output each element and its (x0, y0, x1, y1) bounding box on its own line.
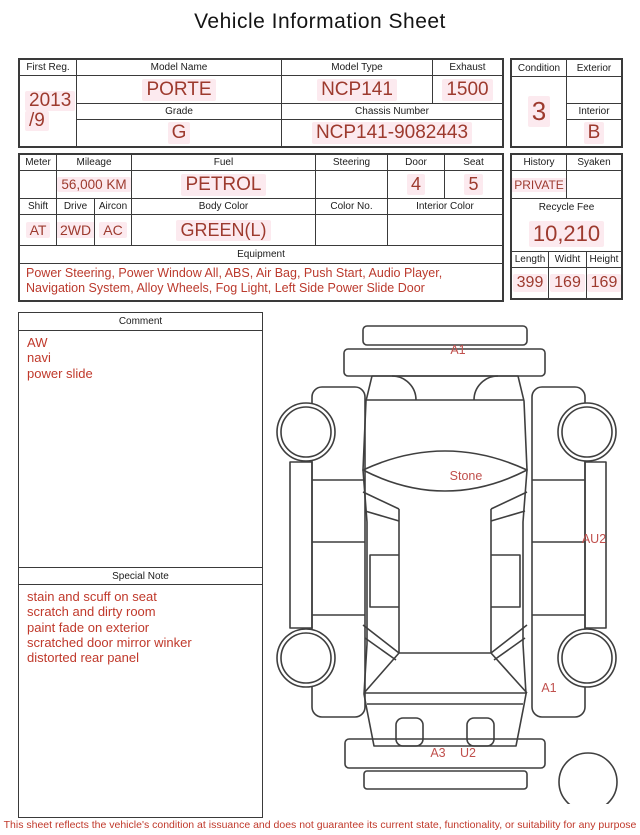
comment-header: Comment (19, 313, 262, 331)
drive-label: Drive (57, 199, 95, 215)
vehicle-spec-table (18, 153, 504, 302)
vehicle-identity-table (18, 58, 504, 148)
model-type-value: NCP141 (282, 76, 433, 104)
disclaimer-text: This sheet reflects the vehicle's condition at issuance and does not guarantee its current state, functionality, or suitability for any purpose (3, 819, 637, 831)
mileage-value: 56,000 KM (57, 171, 132, 199)
damage-label-front: A1 (450, 343, 466, 357)
width-value: 169 (549, 268, 587, 298)
history-fee-table (510, 153, 623, 300)
damage-label-rear-right: U2 (460, 746, 476, 760)
condition-value: 3 (512, 77, 567, 146)
left-sill-panel (290, 462, 312, 628)
comment-line: navi (27, 350, 51, 366)
special-note-line: scratch and dirty room (27, 604, 156, 620)
notes-panel (18, 312, 263, 818)
aircon-label: Aircon (95, 199, 132, 215)
exterior-value (567, 77, 621, 104)
meter-value (20, 171, 57, 199)
fuel-value: PETROL (132, 171, 316, 199)
mileage-label: Mileage (57, 155, 132, 171)
chassis-number-value: NCP141-9082443 (282, 120, 502, 146)
seat-label: Seat (445, 155, 502, 171)
first-reg-year: 2013 (25, 91, 75, 111)
steering-value (316, 171, 388, 199)
grade-label: Grade (77, 104, 282, 120)
body-color-label: Body Color (132, 199, 316, 215)
damage-label-rear-left: A3 (430, 746, 446, 760)
rear-bumper-lower-strip (364, 771, 527, 789)
special-note-line: distorted rear panel (27, 650, 140, 666)
interior-label: Interior (567, 104, 621, 120)
car-damage-diagram (270, 312, 640, 804)
condition-table (510, 58, 623, 148)
model-type-label: Model Type (282, 60, 433, 76)
syaken-label: Syaken (567, 155, 621, 171)
shift-label: Shift (20, 199, 57, 215)
front-right-wheel (558, 403, 616, 461)
door-value: 4 (388, 171, 445, 199)
model-name-label: Model Name (77, 60, 282, 76)
exterior-label: Exterior (567, 60, 621, 77)
exhaust-label: Exhaust (433, 60, 502, 76)
width-label: Widht (549, 252, 587, 268)
right-mirror-arc (474, 376, 498, 400)
car-body-outline (363, 376, 527, 746)
special-note-header: Special Note (19, 567, 262, 585)
first-reg-value (20, 76, 77, 146)
front-bumper-lower-strip (344, 349, 545, 376)
recycle-fee-value: 10,210 (512, 216, 621, 252)
body-color-value: GREEN(L) (132, 215, 316, 246)
rear-window (364, 653, 527, 693)
front-bumper-upper-strip (363, 326, 527, 345)
windshield (363, 451, 527, 491)
interior-color-label: Interior Color (388, 199, 502, 215)
rear-left-wheel (277, 629, 335, 687)
damage-label-right-side: AU2 (581, 532, 607, 546)
chassis-number-label: Chassis Number (282, 104, 502, 120)
special-note-body (19, 585, 262, 817)
seat-value: 5 (445, 171, 502, 199)
model-name-value: PORTE (77, 76, 282, 104)
damage-label-windshield: Stone (449, 469, 483, 483)
color-no-value (316, 215, 388, 246)
comment-line: power slide (27, 365, 93, 381)
history-label: History (512, 155, 567, 171)
first-reg-label: First Reg. (20, 60, 77, 76)
recycle-fee-label: Recycle Fee (538, 202, 595, 213)
drive-value: 2WD (57, 215, 95, 246)
interior-color-value (388, 215, 502, 246)
grade-value: G (77, 120, 282, 146)
color-no-label: Color No. (316, 199, 388, 215)
fuel-label: Fuel (132, 155, 316, 171)
condition-label: Condition (512, 60, 567, 77)
length-value: 399 (512, 268, 549, 298)
special-note-line: scratched door mirror winker (27, 634, 192, 650)
height-label: Height (587, 252, 621, 268)
length-label: Length (512, 252, 549, 268)
special-note-line: paint fade on exterior (27, 619, 150, 635)
equipment-label: Equipment (20, 246, 502, 264)
equipment-value: Power Steering, Power Window All, ABS, Air Bag, Push Start, Audio Player, Navigation System, Alloy Wheels, Fog Light, Left Side Power Slide Door (26, 266, 443, 295)
steering-label: Steering (316, 155, 388, 171)
left-mirror-arc (392, 376, 416, 400)
special-note-line: stain and scuff on seat (27, 589, 157, 604)
door-label: Door (388, 155, 445, 171)
exhaust-value: 1500 (433, 76, 502, 104)
damage-label-right-rear: A1 (541, 681, 557, 695)
front-left-wheel (277, 403, 335, 461)
comment-body (19, 331, 262, 567)
shift-value: AT (20, 215, 57, 246)
comment-line: AW (27, 335, 48, 350)
meter-label: Meter (20, 155, 57, 171)
rear-right-wheel (558, 629, 616, 687)
first-reg-month: /9 (25, 111, 49, 131)
syaken-value (567, 171, 621, 198)
page-title: Vehicle Information Sheet (194, 10, 446, 33)
height-value: 169 (587, 268, 621, 298)
interior-value: B (567, 120, 621, 146)
aircon-value: AC (95, 215, 132, 246)
spare-circle (559, 753, 617, 804)
history-value: PRIVATE (512, 171, 567, 198)
